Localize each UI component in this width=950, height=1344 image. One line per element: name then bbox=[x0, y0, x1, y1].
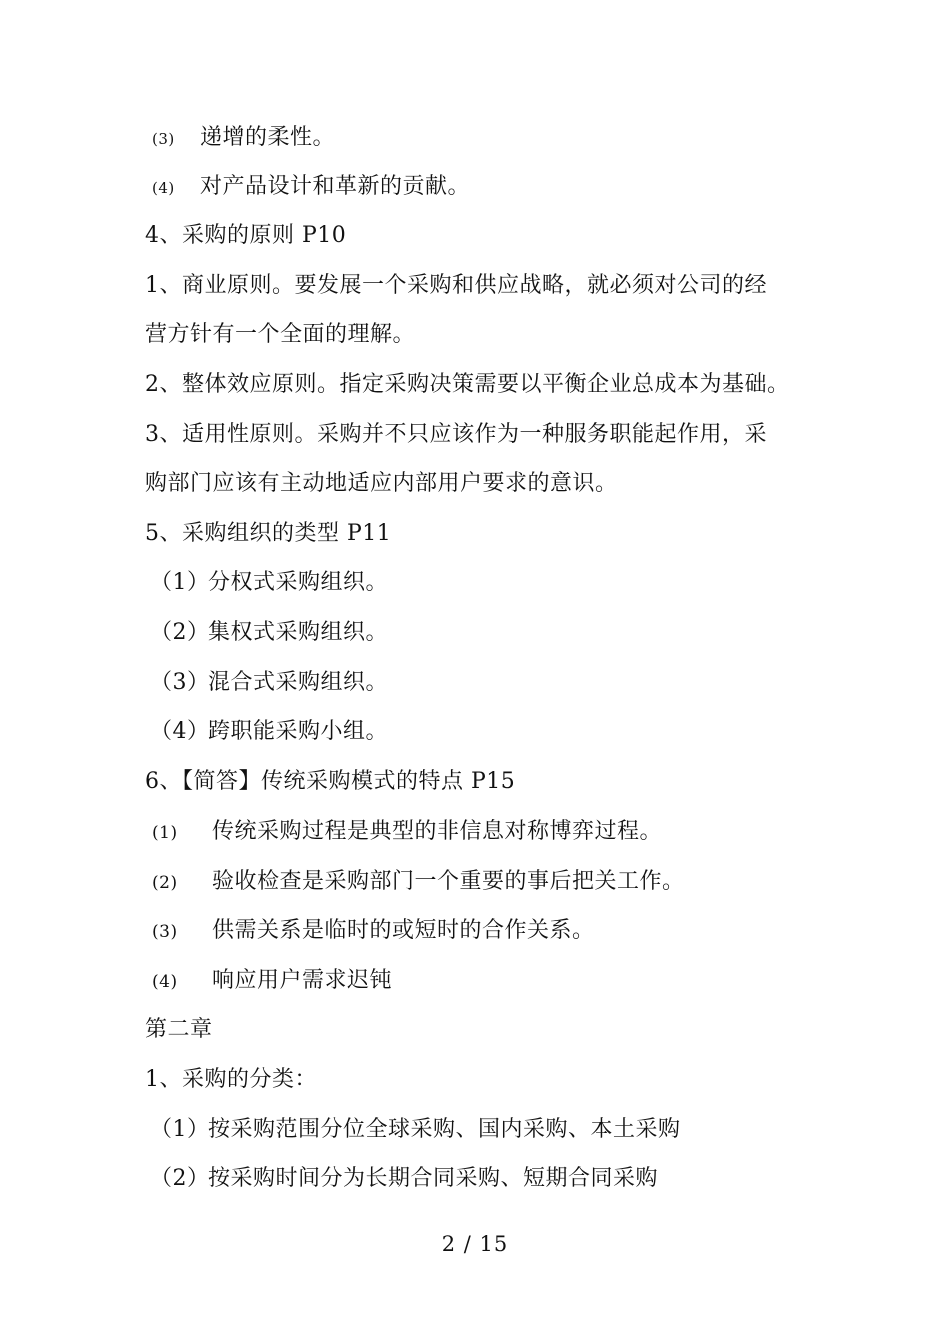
paragraph-line: 1、商业原则。要发展一个采购和供应战略，就必须对公司的经 bbox=[145, 273, 767, 298]
section-heading: 5、采购组织的类型 P11 bbox=[145, 521, 392, 546]
list-item bbox=[150, 569, 388, 597]
list-item bbox=[152, 868, 685, 897]
paragraph-line: 营方针有一个全面的理解。 bbox=[145, 322, 416, 347]
item-text: 分权式采购组织。 bbox=[208, 570, 389, 595]
list-item bbox=[152, 818, 662, 847]
item-number: （2） bbox=[150, 1166, 210, 1191]
paragraph-line: 3、适用性原则。采购并不只应该作为一种服务职能起作用，采 bbox=[145, 422, 767, 447]
item-number: （4） bbox=[150, 719, 210, 744]
paragraph-line: 购部门应该有主动地适应内部用户要求的意识。 bbox=[145, 471, 618, 496]
item-text: 按采购时间分为长期合同采购、短期合同采购 bbox=[208, 1166, 659, 1191]
item-number: (4) bbox=[152, 972, 178, 992]
section-heading: 6、【简答】传统采购模式的特点 P15 bbox=[145, 769, 516, 794]
item-text: 传统采购过程是典型的非信息对称博弈过程。 bbox=[212, 819, 663, 844]
section-heading: 4、采购的原则 P10 bbox=[145, 223, 347, 248]
item-text: 混合式采购组织。 bbox=[208, 670, 389, 695]
item-text: 跨职能采购小组。 bbox=[208, 719, 389, 744]
list-item bbox=[150, 1116, 681, 1144]
item-number: （3） bbox=[150, 670, 210, 695]
item-text: 集权式采购组织。 bbox=[208, 620, 389, 645]
item-number: (3) bbox=[152, 922, 178, 942]
item-text: 供需关系是临时的或短时的合作关系。 bbox=[212, 918, 595, 943]
chapter-heading: 第二章 bbox=[145, 1017, 213, 1042]
item-number: (1) bbox=[152, 823, 178, 843]
item-number: （1） bbox=[150, 570, 210, 595]
item-number: （2） bbox=[150, 620, 210, 645]
item-number: (3) bbox=[152, 130, 175, 148]
list-item bbox=[152, 124, 335, 153]
list-item bbox=[152, 173, 470, 202]
item-number: (4) bbox=[152, 179, 175, 197]
page-number: 2 / 15 bbox=[441, 1232, 509, 1256]
section-heading: 1、采购的分类： bbox=[145, 1067, 317, 1092]
item-text: 对产品设计和革新的贡献。 bbox=[200, 174, 471, 199]
item-text: 递增的柔性。 bbox=[200, 125, 336, 150]
item-text: 响应用户需求迟钝 bbox=[212, 968, 393, 993]
item-text: 按采购范围分位全球采购、国内采购、本土采购 bbox=[208, 1117, 681, 1142]
list-item bbox=[150, 718, 388, 746]
paragraph-line: 2、整体效应原则。指定采购决策需要以平衡企业总成本为基础。 bbox=[145, 372, 790, 397]
item-number: (2) bbox=[152, 873, 178, 893]
list-item bbox=[150, 1165, 658, 1193]
list-item bbox=[150, 669, 388, 697]
item-text: 验收检查是采购部门一个重要的事后把关工作。 bbox=[212, 869, 685, 894]
list-item bbox=[152, 917, 595, 946]
list-item bbox=[152, 967, 392, 996]
list-item bbox=[150, 619, 388, 647]
item-number: （1） bbox=[150, 1117, 210, 1142]
